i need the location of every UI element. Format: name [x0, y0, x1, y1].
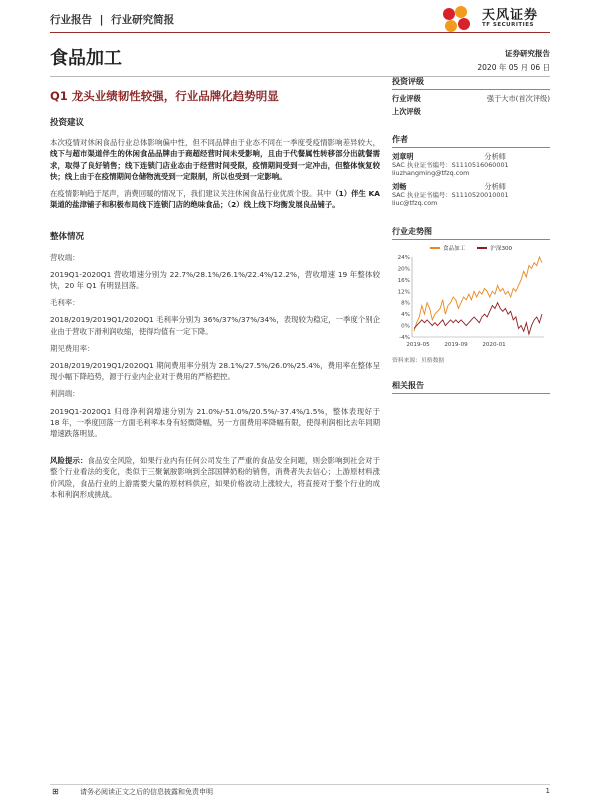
gross-margin-label: 毛利率：: [50, 298, 80, 308]
report-type: 证券研究报告: [505, 49, 550, 58]
qr-code-icon: ⊞: [52, 787, 59, 796]
breadcrumb-separator: |: [99, 14, 104, 26]
report-title: Q1 龙头业绩韧性较强，行业品牌化趋势明显: [50, 89, 279, 103]
expense-ratio-text: 2018/2019/2019Q1/2020Q1 期间费用率分别为 28.1%/27.5%/26.0%/25.4%，费用率在整体呈现小幅下降趋势，源于行业内企业对于费用的严格把控。: [50, 361, 380, 382]
header-divider: [50, 32, 550, 33]
y-tick-label: 16%: [397, 277, 410, 284]
trend-chart: [392, 244, 550, 353]
y-tick-label: 0%: [401, 323, 410, 330]
expense-ratio-label: 期见费用率：: [50, 343, 95, 353]
y-tick-label: 20%: [397, 266, 410, 273]
x-tick-label: 2020-01: [482, 341, 506, 348]
analyst-email[interactable]: liuc@tfzq.com: [392, 199, 438, 208]
analyst-cert: SAC 执业证书编号：S1110520010001: [392, 190, 509, 199]
y-tick-label: 8%: [401, 300, 410, 307]
investment-paragraph-1: [50, 137, 380, 182]
y-tick-label: 24%: [397, 254, 410, 261]
analyst-name: 刘畅: [392, 181, 407, 191]
logo-text: 天风证券: [482, 8, 539, 23]
footer-disclaimer[interactable]: 请务必阅读正文之后的信息披露和免责申明: [80, 788, 213, 796]
section-heading-investment: 投资建议: [50, 118, 85, 128]
legend-item: [477, 244, 512, 252]
risk-label: 风险提示：: [50, 456, 88, 466]
investment-p2-bold: （1）伴生 KA 渠道的盐津铺子和积极布局线下连锁门店的绝味食品；（2）线上线下均衡发展良品铺子。: [50, 189, 380, 210]
risk-text: 食品安全风险，如果行业内有任何公司发生了严重的食品安全问题，则会影响到社会对于整个行业看法的变化，类似于三聚氰胺影响到全部国牌奶粉的销售，消费者失去信心；上游原材料涨价风险，食品行业的上游需要大量的原材料供应，如果价格波动上涨较大，将直接对于整个行业的成本和利润形成挑战。: [50, 456, 380, 499]
legend-label: 沪深300: [490, 245, 513, 252]
analyst-name: 刘章明: [392, 152, 414, 161]
investment-p2-text: 在疫情影响趋于尾声，消费回暖的情况下，我们建议关注休闲食品行业优质个股。其中: [50, 189, 332, 199]
legend-swatch: [477, 247, 487, 249]
legend-item: [430, 244, 465, 252]
breadcrumb-industry-report: 行业报告: [50, 14, 92, 26]
industry-title: 食品加工: [50, 48, 122, 69]
industry-rating-row: [392, 94, 550, 103]
analyst-card: [392, 182, 550, 208]
report-date: 2020 年 05 月 06 日: [477, 63, 550, 72]
analyst-card: [392, 152, 550, 178]
legend-swatch: [430, 247, 440, 249]
legend-label: 食品加工: [442, 245, 466, 252]
y-tick-label: 4%: [401, 311, 410, 318]
investment-paragraph-2: [50, 188, 380, 210]
analyst-role: 分析师: [484, 181, 506, 191]
footer-divider: [50, 784, 550, 785]
section-heading-overall: 整体情况: [50, 232, 85, 243]
y-tick-label: -4%: [399, 334, 410, 341]
sidebar: [392, 76, 550, 398]
related-reports-heading: 相关报告: [392, 380, 550, 394]
author-heading: 作者: [392, 134, 550, 148]
series-line-food-processing: [414, 257, 542, 331]
logo-text-en: TF SECURITIES: [482, 22, 534, 28]
y-tick-label: 12%: [397, 288, 410, 295]
industry-rating-value: 强于大市(首次评级): [486, 94, 550, 103]
analyst-role: 分析师: [484, 152, 506, 161]
revenue-text: 2019Q1-2020Q1 营收增速分别为 22.7%/28.1%/26.1%/22.4%/12.2%，营收增速 19 年整体较快，20 年 Q1 有明显回落。: [50, 269, 380, 291]
rating-heading: 投资评级: [392, 76, 550, 90]
breadcrumb-brief: 行业研究简报: [111, 14, 175, 26]
investment-p1-text: 本次疫情对休闲食品行业总体影响偏中性，但不同品牌由于业态不同在一季度受疫情影响差异较大，: [50, 138, 380, 148]
last-rating-label: 上次评级: [392, 107, 421, 116]
x-tick-label: 2019-09: [444, 341, 468, 348]
risk-warning: [50, 455, 380, 500]
report-breadcrumb: [50, 12, 174, 27]
profit-label: 利润端：: [50, 389, 80, 399]
gross-margin-text: 2018/2019/2019Q1/2020Q1 毛利率分别为 36%/37%/37%/34%，表现较为稳定，一季度个别企业由于营收下滑利润收缩，使得均值有一定下降。: [50, 315, 380, 336]
chart-source: 资料来源：贝格数据: [392, 357, 445, 364]
chart-legend: [392, 244, 550, 252]
analyst-email[interactable]: liuzhangming@tfzq.com: [392, 169, 470, 178]
last-rating-row: [392, 107, 550, 116]
industry-rating-label: 行业评级: [392, 94, 421, 103]
page-number: 1: [545, 787, 550, 795]
profit-text: 2019Q1-2020Q1 归母净利润增速分别为 21.0%/-51.0%/20.5%/-37.4%/1.5%，整体表现好于 18 年，一季度回落一方面毛利率本身有轻微降幅，另一方面费用率降幅有限，使得利润相比去年同期增速跌落明显。: [50, 406, 380, 439]
main-content: [50, 118, 380, 506]
investment-p1-bold: 线下与超市渠道伴生的休闲食品品牌由于商超经营时间未受影响，且由于代餐属性转移部分出就餐需求，取得了良好销售；线下连锁门店业态由于经营时间受限，疫情期间受到一定冲击，但整体恢复较快；线上由于在疫情期间仓储物流受到一定限制，所以也受到一定影响。: [50, 149, 380, 181]
analyst-cert: SAC 执业证书编号：S1110516060001: [392, 161, 509, 169]
trend-chart-svg: [392, 253, 550, 351]
trend-chart-heading: 行业走势图: [392, 226, 550, 240]
revenue-label: 营收端：: [50, 252, 80, 262]
x-tick-label: 2019-05: [406, 341, 430, 348]
